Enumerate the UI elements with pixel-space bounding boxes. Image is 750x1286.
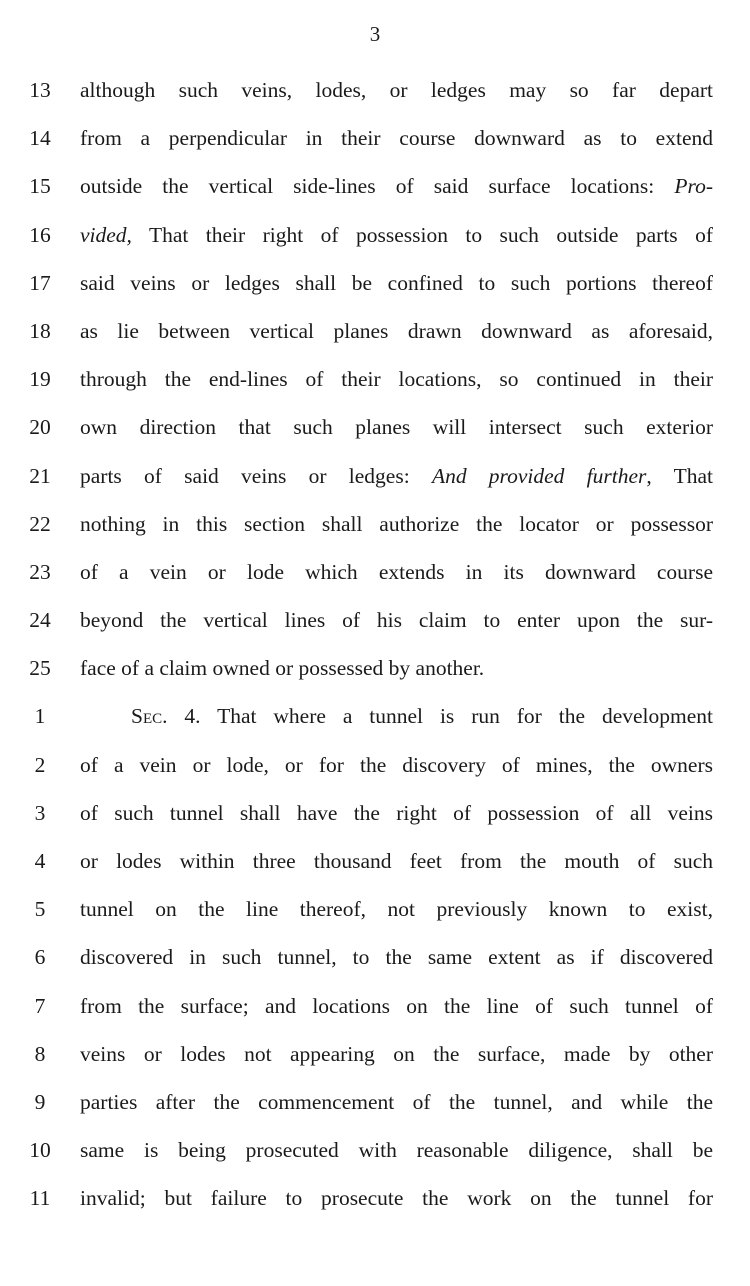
line-number: 14 (29, 126, 51, 151)
text-line (0, 837, 750, 885)
line-text (80, 1078, 713, 1126)
line-text (80, 644, 713, 692)
text-run: parts of said veins or ledges: (80, 463, 432, 488)
line-number: 17 (29, 270, 51, 295)
line-text (80, 548, 713, 596)
line-text (80, 982, 713, 1030)
line-number: 6 (34, 945, 46, 970)
text-line (0, 789, 750, 837)
document-body (0, 66, 750, 1223)
line-number: 10 (29, 1138, 51, 1163)
text-run: of a vein or lode, or for the discovery of mines, the owners (80, 752, 713, 777)
text-run: beyond the vertical lines of his claim to enter upon the sur- (80, 608, 713, 633)
line-number: 25 (29, 656, 51, 681)
text-run: or lodes within three thousand feet from the mouth of such (80, 849, 713, 873)
text-run: invalid; but failure to prosecute the work on the tunnel for (80, 1186, 713, 1211)
text-run: of such tunnel shall have the right of possession of all veins (80, 800, 713, 825)
line-number: 20 (29, 415, 51, 440)
text-line (0, 933, 750, 981)
line-text (80, 933, 713, 981)
text-line (0, 259, 750, 307)
line-text (80, 259, 713, 307)
line-text (80, 452, 713, 500)
line-text (80, 1174, 713, 1222)
line-number: 8 (34, 1041, 46, 1066)
line-text (80, 741, 713, 789)
text-line (0, 307, 750, 355)
line-text (80, 114, 713, 162)
text-run: parties after the commencement of the tunnel, and while the (80, 1089, 713, 1114)
line-text (80, 307, 713, 355)
text-line (0, 1174, 750, 1222)
page-number: 3 (369, 22, 381, 46)
line-number: 23 (29, 559, 51, 584)
line-number: 2 (34, 752, 46, 777)
text-run: , That (646, 463, 713, 488)
line-text (80, 66, 713, 114)
text-run: nothing in this section shall authorize the locator or possessor (80, 511, 713, 536)
text-run: tunnel on the line thereof, not previously known to exist, (80, 897, 713, 922)
text-run: 4. That where a tunnel is run for the development (167, 704, 713, 729)
line-number: 9 (34, 1089, 46, 1114)
line-number: 7 (34, 993, 46, 1018)
italic-text: Pro- (674, 174, 713, 199)
line-text (80, 162, 713, 210)
text-run: of a vein or lode which extends in its downward course (80, 559, 713, 584)
text-line (0, 500, 750, 548)
line-number: 1 (34, 704, 46, 729)
text-run: from the surface; and locations on the line of such tunnel of (80, 993, 713, 1018)
text-run: veins or lodes not appearing on the surface, made by other (80, 1041, 713, 1066)
line-text (80, 1126, 713, 1174)
line-number: 19 (29, 367, 51, 392)
line-number: 11 (29, 1186, 51, 1211)
text-run: as lie between vertical planes drawn downward as aforesaid, (80, 318, 713, 343)
line-number: 3 (34, 800, 46, 825)
text-run: same is being prosecuted with reasonable diligence, shall be (80, 1138, 713, 1163)
line-text (80, 789, 713, 837)
line-text (131, 692, 713, 740)
text-line (0, 66, 750, 114)
line-text (80, 355, 713, 403)
text-line (0, 548, 750, 596)
italic-text: And provided further (431, 463, 647, 488)
text-line (0, 644, 750, 692)
line-number: 22 (29, 511, 51, 536)
text-run: said veins or ledges shall be confined to such portions thereof (80, 270, 713, 295)
section-label: Sec. (131, 704, 168, 729)
text-line (0, 982, 750, 1030)
line-number: 18 (29, 318, 51, 343)
text-line (0, 162, 750, 210)
line-text (80, 1030, 713, 1078)
text-line (0, 403, 750, 451)
line-number: 13 (29, 78, 51, 102)
text-run: discovered in such tunnel, to the same extent as if discovered (80, 945, 713, 970)
text-run: own direction that such planes will intersect such exterior (80, 415, 713, 440)
text-run: face of a claim owned or possessed by another. (80, 656, 485, 681)
line-text (80, 403, 713, 451)
text-line (0, 692, 750, 740)
line-number: 21 (29, 463, 51, 488)
line-number: 24 (29, 608, 51, 633)
line-text (80, 596, 713, 644)
line-text (80, 500, 713, 548)
line-number: 4 (34, 849, 46, 873)
text-line (0, 452, 750, 500)
line-number: 5 (34, 897, 46, 922)
text-line (0, 355, 750, 403)
text-line (0, 1126, 750, 1174)
text-line (0, 885, 750, 933)
text-run: although such veins, lodes, or ledges may so far depart (80, 78, 713, 102)
text-line (0, 741, 750, 789)
line-number: 15 (29, 174, 51, 199)
line-text (80, 837, 713, 885)
text-line (0, 1030, 750, 1078)
text-line (0, 1078, 750, 1126)
italic-text: vided, (80, 222, 132, 247)
text-line (0, 114, 750, 162)
text-run: That their right of possession to such outside parts of (131, 222, 713, 247)
line-number: 16 (29, 222, 51, 247)
line-text (80, 211, 713, 259)
text-line (0, 596, 750, 644)
text-run: through the end-lines of their locations, so continued in their (80, 367, 713, 392)
text-run: from a perpendicular in their course downward as to extend (80, 126, 713, 151)
text-run: outside the vertical side-lines of said surface locations: (80, 174, 675, 199)
text-line (0, 211, 750, 259)
line-text (80, 885, 713, 933)
